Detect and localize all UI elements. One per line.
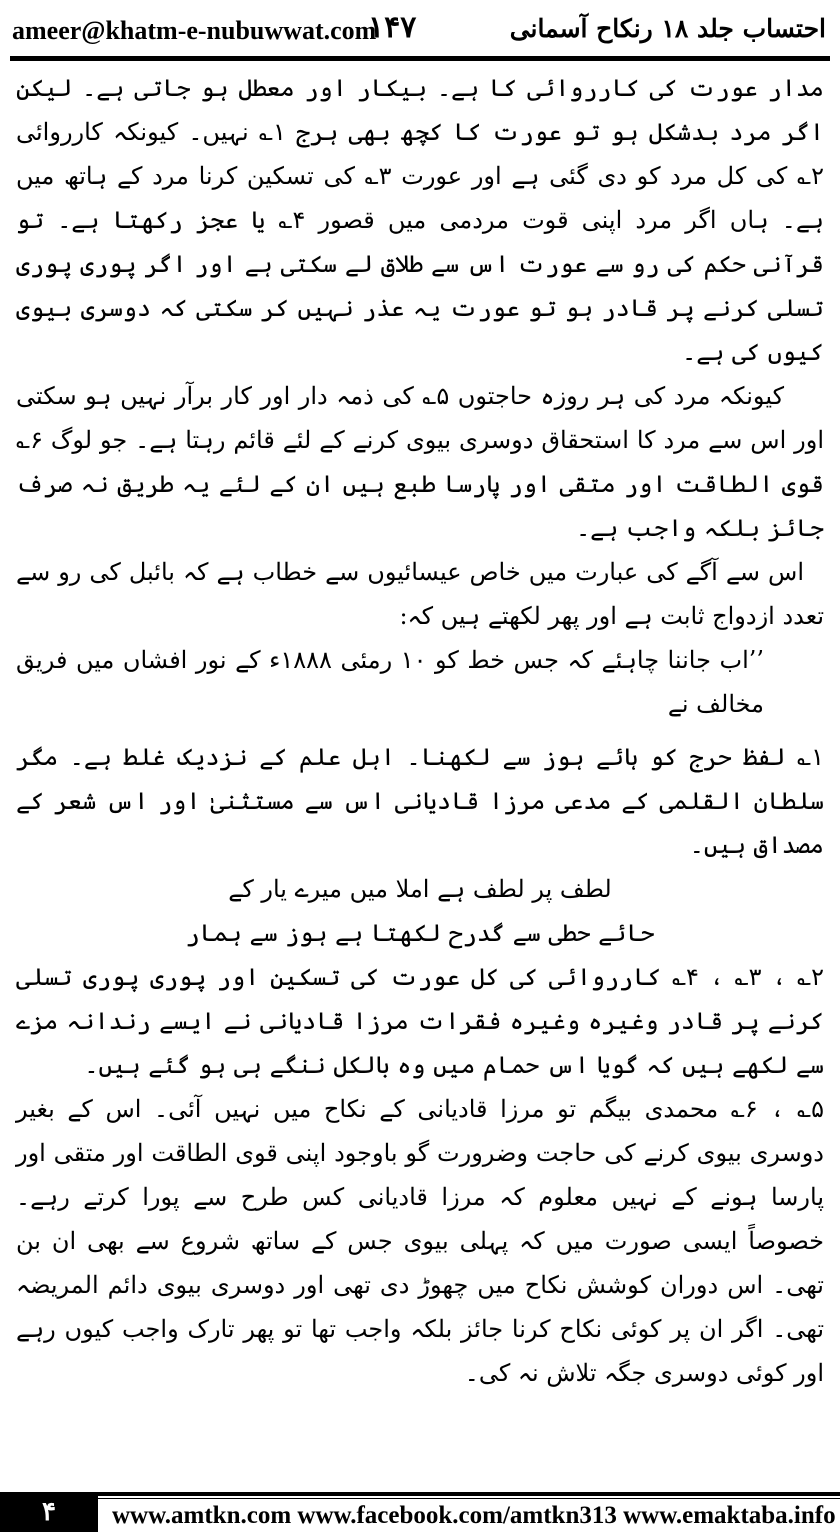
verse-line: لطف پر لطف ہے املا میں میرے یار کے bbox=[228, 875, 612, 903]
footer-rule bbox=[98, 1498, 840, 1499]
paragraph: مدار عورت کی کارروائی کا ہے۔ بیکار اور معطل ہو جاتی ہے۔ لیکن اگر مرد بدشکل ہو تو عورت کا کچھ بھی ہرج ۱؎ نہیں۔ کیونکہ کارروائی ۲؎ کی کل مرد کو دی گئی ہے اور عورت ۳؎ کی تسکین کرنا مرد کے ہاتھ میں ہے۔ ہاں اگر مرد اپنی قوت مردمی میں قصور ۴؎ یا عجز رکھتا ہے۔ تو قرآنی حکم کی رو سے عورت اس سے طلاق لے سکتی ہے اور اگر پوری پوری تسلی کرنے پر قادر ہو تو عورت یہ عذر نہیں کر سکتی کہ دوسری بیوی کیوں کی ہے۔ bbox=[16, 74, 824, 366]
page-body bbox=[16, 66, 824, 1395]
header-rule bbox=[10, 56, 830, 61]
page-footer bbox=[0, 1484, 840, 1540]
footnote: ۱؎ لفظ حرج کو ہائے ہوز سے لکھنا۔ اہل علم کے نزدیک غلط ہے۔ مگر سلطان القلمی کے مدعی مرزا قادیانی اس سے مستثنیٰ اور اس شعر کے مصداق ہیں۔ bbox=[16, 743, 824, 859]
paragraph: کیونکہ مرد کی ہر روزہ حاجتوں ۵؎ کی ذمہ دار اور کار برآر نہیں ہو سکتی اور اس سے مرد کا استحقاق دوسری بیوی کرنے کے لئے قائم رہتا ہے۔ جو لوگ ۶؎ قوی الطاقت اور متقی اور پارسا طبع ہیں ان کے لئے یہ طریق نہ صرف جائز بلکہ واجب ہے۔ bbox=[16, 382, 824, 542]
footnote-separator bbox=[16, 732, 824, 733]
quotation: ’’اب جاننا چاہئے کہ جس خط کو ۱۰ رمئی ۱۸۸۸ء کے نور افشاں میں فریق مخالف نے bbox=[16, 646, 764, 718]
footnote: ۵؎ ، ۶؎ محمدی بیگم تو مرزا قادیانی کے نکاح میں نہیں آئی۔ اس کے بغیر دوسری بیوی کرنے کی حاجت وضرورت گو باوجود اپنی قوی الطاقت اور متقی اور پارسا ہونے کے نہیں معلوم کہ مرزا قادیانی کس طرح سے پورا کرتے رہے۔ خصوصاً ایسی صورت میں کہ پہلی بیوی جس کے ساتھ شروع سے بھی ان بن تھی۔ اس دوران کوشش نکاح میں چھوڑ دی تھی اور دوسری بیوی دائم المریضہ تھی۔ اگر ان پر کوئی نکاح کرنا جائز بلکہ واجب تھا تو پھر تارک واجب کیوں رہے اور کوئی دوسری جگہ تلاش نہ کی۔ bbox=[16, 1095, 824, 1387]
page-header bbox=[0, 0, 840, 60]
footnote: ۲؎ ، ۳؎ ، ۴؎ کارروائی کی کل عورت کی تسکین اور پوری پوری تسلی کرنے پر قادر وغیرہ وغیرہ فقرات مرزا قادیانی نے ایسے رندانہ مزے سے لکھے ہیں کہ گویا اس حمام میں وہ بالکل ننگے ہی ہو گئے ہیں۔ bbox=[16, 963, 824, 1079]
volume-number: ۴ bbox=[0, 1492, 98, 1532]
verse-line: حائے حطی سے گدرح لکھتا ہے ہوز سے ہمار bbox=[185, 919, 655, 947]
footer-links: www.amtkn.com www.facebook.com/amtkn313 www.emaktaba.info bbox=[112, 1502, 836, 1529]
paragraph: اس سے آگے کی عبارت میں خاص عیسائیوں سے خطاب ہے کہ بائبل کی رو سے تعدد ازدواج ثابت ہے اور پھر لکھتے ہیں کہ: bbox=[16, 558, 824, 630]
book-title: احتساب جلد ۱۸ رنکاح آسمانی bbox=[509, 14, 826, 43]
footer-rule bbox=[98, 1492, 840, 1496]
email-address: ameer@khatm-e-nubuwwat.com bbox=[12, 16, 377, 45]
page-number: ۱۴۷ bbox=[368, 10, 417, 45]
